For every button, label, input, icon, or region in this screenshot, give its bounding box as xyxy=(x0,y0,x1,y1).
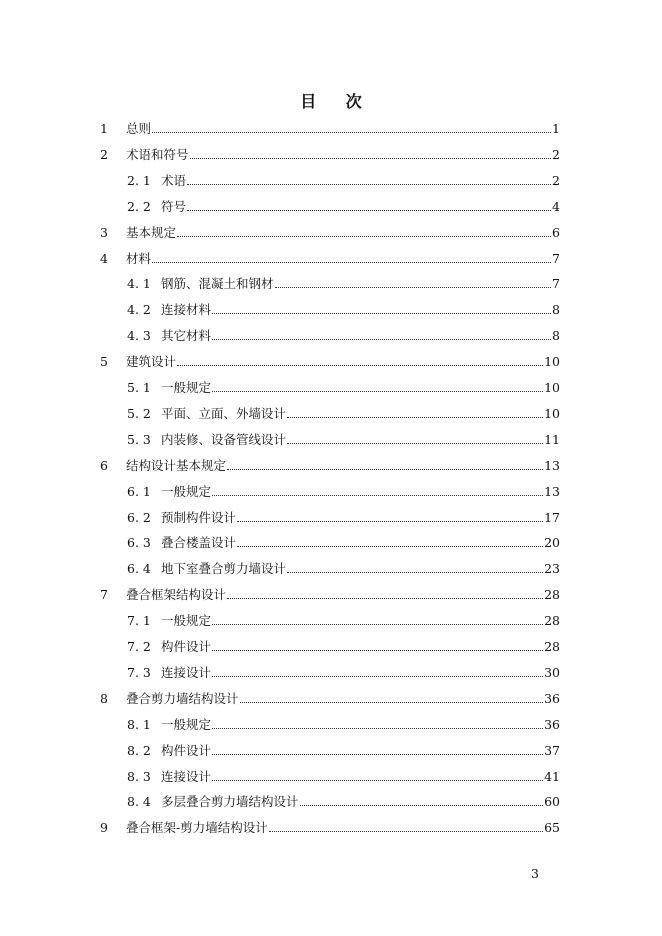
toc-entry-number: 8. 4 xyxy=(127,794,151,810)
toc-dot-leader xyxy=(275,286,552,288)
toc-dot-leader xyxy=(212,753,543,755)
toc-entry-title: 结构设计基本规定 xyxy=(126,457,227,473)
toc-entry-number: 5. 2 xyxy=(127,405,151,421)
toc-entry-title: 多层叠合剪力墙结构设计 xyxy=(161,794,299,810)
toc-entry-title: 基本规定 xyxy=(126,224,177,240)
toc-entry[interactable] xyxy=(127,790,560,810)
toc-entry-title: 材料 xyxy=(126,250,152,266)
toc-entry-number: 6 xyxy=(100,457,108,473)
toc-dot-leader xyxy=(287,416,543,418)
toc-dot-leader xyxy=(212,727,543,729)
toc-entry-title: 一般规定 xyxy=(161,716,212,732)
toc-entry[interactable] xyxy=(100,143,560,163)
toc-entry[interactable] xyxy=(100,247,560,267)
toc-entry-number: 4. 1 xyxy=(127,276,151,292)
toc-entry[interactable] xyxy=(100,221,560,241)
toc-entry-page: 13 xyxy=(544,457,560,473)
toc-entry-page: 36 xyxy=(544,690,560,706)
toc-entry-page: 65 xyxy=(544,820,560,836)
toc-entry-number: 6. 4 xyxy=(127,561,151,577)
toc-entry[interactable] xyxy=(100,117,560,137)
toc-entry-title: 建筑设计 xyxy=(126,354,177,370)
toc-entry[interactable] xyxy=(127,169,560,189)
toc-entry-page: 60 xyxy=(544,794,560,810)
toc-entry-page: 7 xyxy=(552,276,560,292)
toc-entry[interactable] xyxy=(127,609,560,629)
toc-dot-leader xyxy=(240,701,544,703)
toc-entry-number: 4 xyxy=(100,250,108,266)
toc-entry-number: 5 xyxy=(100,354,108,370)
toc-entry-title: 叠合框架-剪力墙结构设计 xyxy=(126,820,268,836)
toc-dot-leader xyxy=(212,779,543,781)
toc-dot-leader xyxy=(212,494,543,496)
toc-entry-title: 术语和符号 xyxy=(126,146,189,162)
toc-entry-title: 平面、立面、外墙设计 xyxy=(161,405,287,421)
toc-entry[interactable] xyxy=(100,583,560,603)
toc-entry-page: 36 xyxy=(544,716,560,732)
toc-entry-number: 8. 2 xyxy=(127,742,151,758)
toc-entry-number: 9 xyxy=(100,820,108,836)
toc-entry[interactable] xyxy=(127,324,560,344)
toc-entry-page: 23 xyxy=(544,561,560,577)
toc-entry-page: 8 xyxy=(552,302,560,318)
toc-entry-title: 叠合剪力墙结构设计 xyxy=(126,690,239,706)
toc-entry-page: 28 xyxy=(544,639,560,654)
toc-entry-title: 预制构件设计 xyxy=(161,509,237,525)
toc-entry-page: 20 xyxy=(544,535,560,551)
toc-entry-page: 11 xyxy=(544,431,560,447)
toc-dot-leader xyxy=(237,545,543,547)
toc-entry-number: 7. 1 xyxy=(127,613,151,629)
toc-dot-leader xyxy=(287,442,543,444)
toc-entry-number: 8. 3 xyxy=(127,768,151,784)
toc-dot-leader xyxy=(177,235,551,237)
toc-dot-leader xyxy=(227,468,543,470)
toc-entry[interactable] xyxy=(127,739,560,759)
toc-entry-title: 构件设计 xyxy=(161,639,212,654)
toc-entry[interactable] xyxy=(127,765,560,785)
toc-entry[interactable] xyxy=(100,454,560,474)
toc-entry-number: 6. 2 xyxy=(127,509,151,525)
toc-entry-title: 符号 xyxy=(161,198,187,214)
toc-entry-number: 2 xyxy=(100,146,108,162)
toc-entry-number: 8 xyxy=(100,690,108,706)
toc-entry-title: 叠合楼盖设计 xyxy=(161,535,237,551)
toc-entry-page: 6 xyxy=(552,224,560,240)
toc-entry[interactable] xyxy=(127,506,560,526)
toc-entry-page: 41 xyxy=(544,768,560,784)
toc-entry-page: 8 xyxy=(552,328,560,344)
toc-entry-title: 叠合框架结构设计 xyxy=(126,587,227,603)
toc-entry[interactable] xyxy=(127,713,560,733)
toc-entry-number: 7. 3 xyxy=(127,664,151,680)
toc-entry-title: 一般规定 xyxy=(161,483,212,499)
toc-entry-title: 钢筋、混凝土和钢材 xyxy=(161,276,274,292)
toc-entry-number: 5. 1 xyxy=(127,380,151,395)
toc-dot-leader xyxy=(237,520,543,522)
page-number: 3 xyxy=(531,866,539,881)
toc-entry-title: 总则 xyxy=(126,121,152,136)
toc-entry-page: 28 xyxy=(544,587,560,603)
toc-entry[interactable] xyxy=(100,687,560,707)
toc-entry-page: 2 xyxy=(552,172,560,188)
toc-entry-title: 内装修、设备管线设计 xyxy=(161,431,287,447)
toc-entry-page: 28 xyxy=(544,613,560,629)
toc-entry-page: 2 xyxy=(552,146,560,162)
toc-dot-leader xyxy=(212,649,543,651)
toc-entry[interactable] xyxy=(127,376,560,396)
toc-entry-title: 术语 xyxy=(161,172,187,188)
toc-entry[interactable] xyxy=(127,531,560,551)
toc-dot-leader xyxy=(227,597,543,599)
toc-entry[interactable] xyxy=(127,661,560,681)
toc-dot-leader xyxy=(152,261,551,263)
toc-entry-page: 37 xyxy=(544,742,560,758)
toc-entry-number: 7 xyxy=(100,587,108,603)
toc-dot-leader xyxy=(190,157,552,159)
toc-entry-title: 一般规定 xyxy=(161,380,212,395)
toc-entry-number: 3 xyxy=(100,224,108,240)
toc-entry-number: 7. 2 xyxy=(127,639,151,654)
toc-entry-title: 连接设计 xyxy=(161,664,212,680)
toc-entry-page: 4 xyxy=(552,198,560,214)
toc-entry-number: 8. 1 xyxy=(127,716,151,732)
toc-entry-number: 2. 1 xyxy=(127,172,151,188)
toc-entry-page: 10 xyxy=(544,405,560,421)
page-title: 目 次 xyxy=(300,92,374,111)
toc-dot-leader xyxy=(287,571,543,573)
toc-entry-number: 4. 3 xyxy=(127,328,151,344)
toc-entry-page: 1 xyxy=(552,121,560,136)
toc-entry[interactable] xyxy=(127,480,560,500)
toc-entry[interactable] xyxy=(100,350,560,370)
toc-dot-leader xyxy=(212,623,543,625)
toc-dot-leader xyxy=(212,675,543,677)
toc-dot-leader xyxy=(187,183,551,185)
toc-entry[interactable] xyxy=(127,195,560,215)
toc-dot-leader xyxy=(187,209,551,211)
toc-entry[interactable] xyxy=(127,428,560,448)
toc-entry-title: 其它材料 xyxy=(161,328,212,344)
toc-entry-number: 2. 2 xyxy=(127,198,151,214)
toc-entry[interactable] xyxy=(127,635,560,655)
toc-entry-number: 5. 3 xyxy=(127,431,151,447)
toc-dot-leader xyxy=(300,804,544,806)
toc-dot-leader xyxy=(269,830,543,832)
toc-entry-title: 一般规定 xyxy=(161,613,212,629)
toc-dot-leader xyxy=(212,338,551,340)
toc-entry-number: 6. 1 xyxy=(127,483,151,499)
toc-entry[interactable] xyxy=(127,402,560,422)
toc-entry-title: 连接设计 xyxy=(161,768,212,784)
toc-entry-page: 7 xyxy=(552,250,560,266)
toc-entry-page: 13 xyxy=(544,483,560,499)
toc-entry-page: 17 xyxy=(544,509,560,525)
toc-entry-number: 6. 3 xyxy=(127,535,151,551)
toc-dot-leader xyxy=(152,131,551,133)
toc-dot-leader xyxy=(177,364,543,366)
toc-entry-page: 10 xyxy=(544,354,560,370)
toc-entry[interactable] xyxy=(127,557,560,577)
toc-entry-title: 构件设计 xyxy=(161,742,212,758)
toc-entry-page: 30 xyxy=(544,664,560,680)
toc-entry[interactable] xyxy=(127,272,560,292)
toc-dot-leader xyxy=(212,312,551,314)
toc-dot-leader xyxy=(212,390,543,392)
toc-entry-number: 4. 2 xyxy=(127,302,151,318)
toc-entry-number: 1 xyxy=(100,121,108,136)
toc-entry-title: 连接材料 xyxy=(161,302,212,318)
toc-entry[interactable] xyxy=(127,298,560,318)
toc-entry-title: 地下室叠合剪力墙设计 xyxy=(161,561,287,577)
toc-entry-page: 10 xyxy=(544,380,560,395)
toc-entry[interactable] xyxy=(100,816,560,836)
